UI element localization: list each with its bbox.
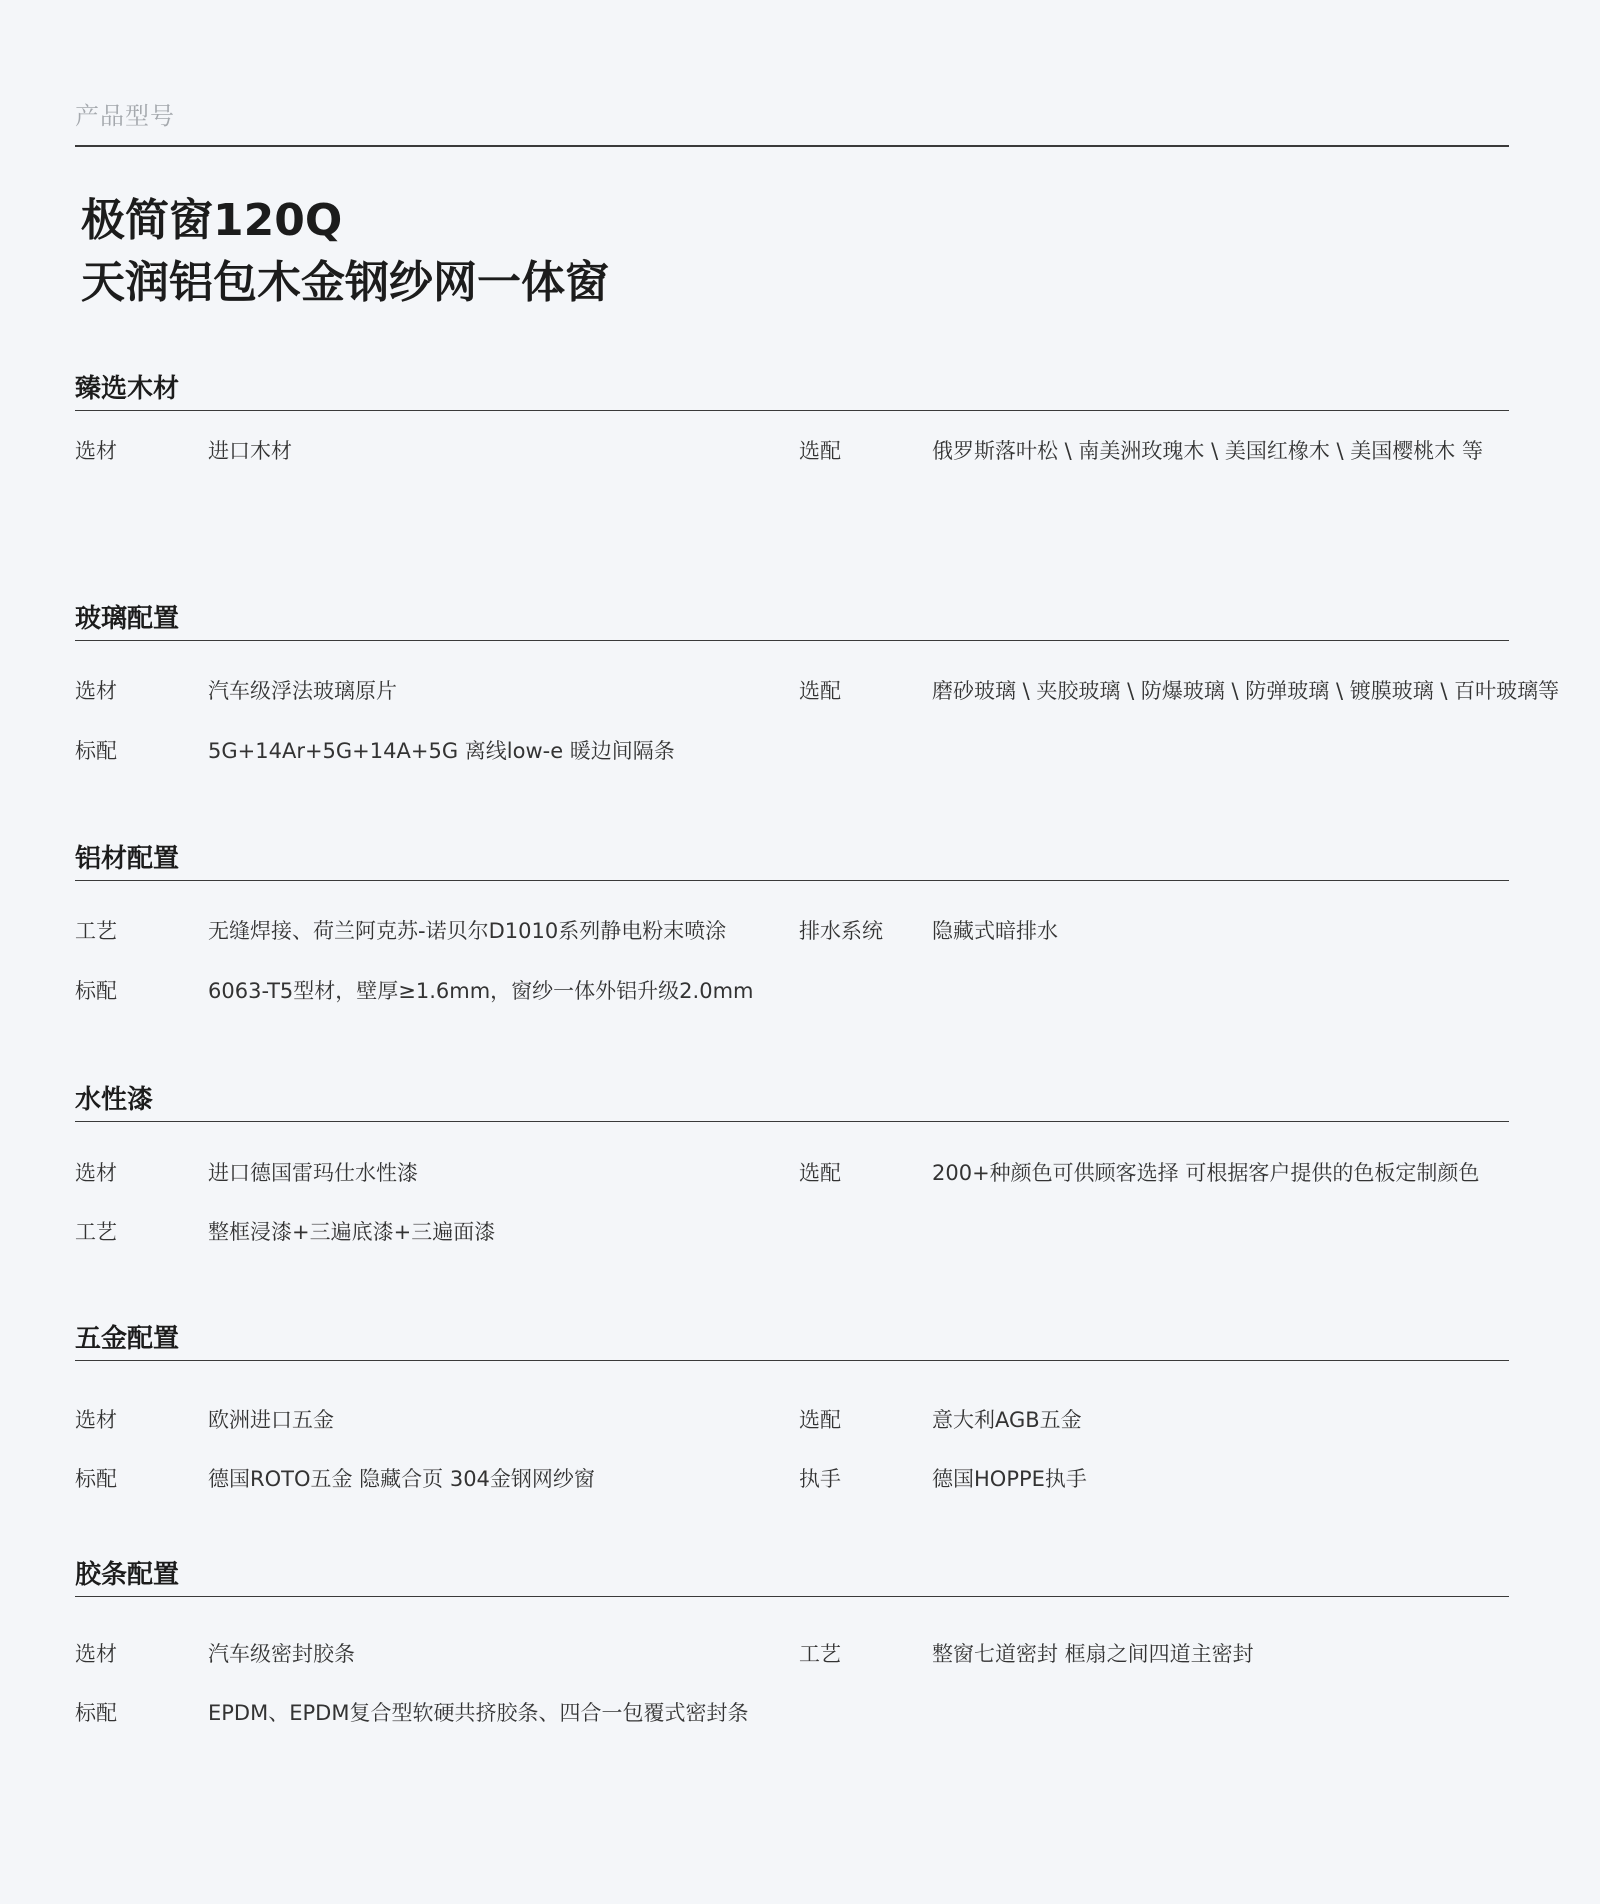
spec-key: 选配 xyxy=(799,439,841,463)
spec-key: 工艺 xyxy=(799,1642,841,1666)
spec-value: 200+种颜色可供顾客选择 可根据客户提供的色板定制颜色 xyxy=(932,1161,1480,1185)
spec-value: 俄罗斯落叶松 \ 南美洲玫瑰木 \ 美国红橡木 \ 美国樱桃木 等 xyxy=(932,439,1483,463)
spec-key: 工艺 xyxy=(75,919,117,943)
spec-row xyxy=(75,1157,1509,1189)
section-divider xyxy=(75,1121,1509,1122)
spec-key: 选配 xyxy=(799,679,841,703)
spec-key: 标配 xyxy=(75,1467,117,1491)
spec-row xyxy=(75,975,1509,1007)
title-line-model: 极简窗120Q xyxy=(81,195,343,246)
section-title: 五金配置 xyxy=(75,1324,180,1354)
page-title xyxy=(81,190,609,314)
spec-row xyxy=(75,1638,1509,1670)
section-divider xyxy=(75,1596,1509,1597)
spec-value: 6063-T5型材，壁厚≥1.6mm，窗纱一体外铝升级2.0mm xyxy=(208,979,754,1003)
spec-value: 意大利AGB五金 xyxy=(932,1408,1082,1432)
section-title: 玻璃配置 xyxy=(75,604,180,634)
spec-row xyxy=(75,675,1560,707)
section-divider xyxy=(75,1360,1509,1361)
spec-key: 标配 xyxy=(75,1701,117,1725)
spec-row xyxy=(75,735,1509,767)
spec-key: 选材 xyxy=(75,1408,117,1432)
spec-key: 标配 xyxy=(75,979,117,1003)
spec-value: 德国HOPPE执手 xyxy=(932,1467,1087,1491)
spec-row xyxy=(75,1697,1509,1729)
spec-key: 选材 xyxy=(75,1161,117,1185)
spec-key: 工艺 xyxy=(75,1220,117,1244)
section-divider xyxy=(75,410,1509,411)
section-divider xyxy=(75,640,1509,641)
spec-row xyxy=(75,435,1509,467)
spec-value: 进口德国雷玛仕水性漆 xyxy=(208,1161,418,1185)
section-divider xyxy=(75,880,1509,881)
spec-value: 汽车级浮法玻璃原片 xyxy=(208,679,397,703)
spec-value: 隐藏式暗排水 xyxy=(932,919,1058,943)
spec-key: 选配 xyxy=(799,1408,841,1432)
spec-value: 德国ROTO五金 隐藏合页 304金钢网纱窗 xyxy=(208,1467,595,1491)
spec-value: 汽车级密封胶条 xyxy=(208,1642,355,1666)
spec-key: 标配 xyxy=(75,739,117,763)
spec-row xyxy=(75,1463,1509,1495)
spec-key: 执手 xyxy=(799,1467,841,1491)
spec-key: 选材 xyxy=(75,439,117,463)
spec-value: 磨砂玻璃 \ 夹胶玻璃 \ 防爆玻璃 \ 防弹玻璃 \ 镀膜玻璃 \ 百叶玻璃等 xyxy=(932,679,1560,703)
spec-key: 选材 xyxy=(75,1642,117,1666)
spec-value: EPDM、EPDM复合型软硬共挤胶条、四合一包覆式密封条 xyxy=(208,1701,749,1725)
spec-value: 整框浸漆+三遍底漆+三遍面漆 xyxy=(208,1220,496,1244)
title-line-product: 天润铝包木金钢纱网一体窗 xyxy=(81,257,609,308)
spec-value: 整窗七道密封 框扇之间四道主密封 xyxy=(932,1642,1254,1666)
spec-row xyxy=(75,1216,1509,1248)
eyebrow-label: 产品型号 xyxy=(75,102,175,130)
section-title: 臻选木材 xyxy=(75,374,180,404)
section-title: 水性漆 xyxy=(75,1085,154,1115)
spec-row xyxy=(75,1404,1509,1436)
spec-key: 选配 xyxy=(799,1161,841,1185)
spec-value: 5G+14Ar+5G+14A+5G 离线low-e 暖边间隔条 xyxy=(208,739,675,763)
section-title: 铝材配置 xyxy=(75,844,180,874)
spec-key: 排水系统 xyxy=(799,919,883,943)
section-title: 胶条配置 xyxy=(75,1560,180,1590)
spec-value: 进口木材 xyxy=(208,439,292,463)
spec-value: 无缝焊接、荷兰阿克苏-诺贝尔D1010系列静电粉末喷涂 xyxy=(208,919,727,943)
spec-row xyxy=(75,915,1509,947)
spec-value: 欧洲进口五金 xyxy=(208,1408,334,1432)
spec-key: 选材 xyxy=(75,679,117,703)
header-divider xyxy=(75,145,1509,147)
